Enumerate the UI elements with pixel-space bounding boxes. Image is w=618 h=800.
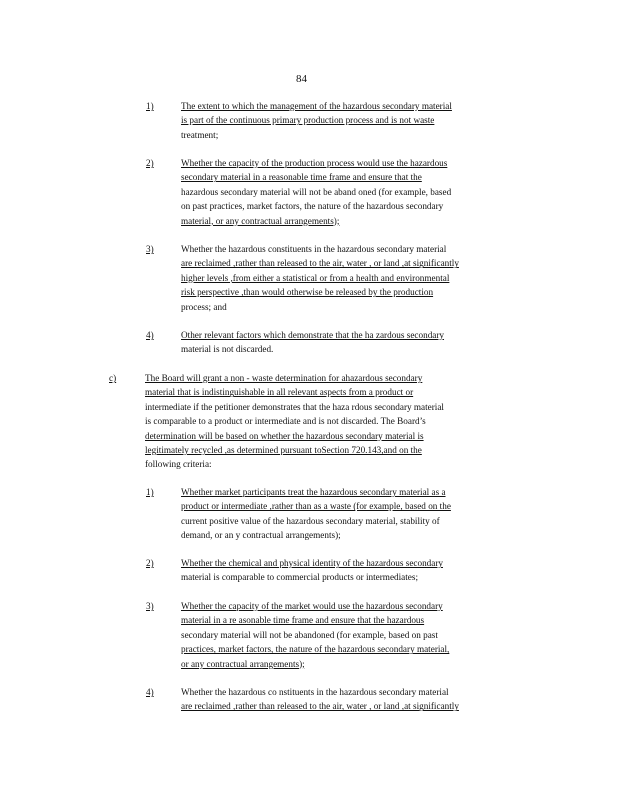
item-number: 3) [146, 244, 154, 254]
text-line: secondary material will not be abandoned (for example, based on past [181, 629, 438, 640]
text-line: Whether the capacity of the production process would use the hazardous [181, 158, 448, 168]
text-line: material, or any contractual arrangements); [181, 215, 340, 226]
text-line: The extent to which the management of the hazardous secondary material [181, 101, 452, 111]
text-line: higher levels ,from either a statistical or from a health and environmental [181, 272, 450, 283]
text-line: on past practices, market factors, the nature of the hazardous secondary [181, 201, 444, 212]
text-line: is comparable to a product or intermediate and is not discarded. The Board’s [145, 416, 426, 427]
text-line: Whether market participants treat the hazardous secondary material as a [181, 487, 446, 497]
text-line: Whether the chemical and physical identity of the hazardous secondary [181, 558, 443, 568]
text-line: legitimately recycled ,as determined pursuant toSection 720.143,and on the [145, 445, 422, 456]
text-line: Whether the capacity of the market would use the hazardous secondary [181, 601, 443, 611]
item-number: 4) [146, 687, 154, 697]
item-number: 2) [146, 158, 154, 168]
item-number: 1) [146, 101, 154, 111]
item-text [181, 685, 459, 714]
text-line: process; and [181, 301, 227, 312]
text-line: current positive value of the hazardous secondary material, stability of [181, 515, 440, 526]
text-line: treatment; [181, 129, 219, 140]
text-line: product or intermediate ,rather than as a waste (for example, based on the [181, 501, 451, 512]
item-text [181, 99, 452, 142]
text-line: are reclaimed ,rather than released to the air, water , or land ,at significantly [181, 701, 459, 712]
text-line: material in a re asonable time frame and ensure that the hazardous [181, 615, 425, 626]
text-line: The Board will grant a non - waste determination for ahazardous secondary [145, 373, 423, 383]
item-text [181, 242, 459, 314]
text-line: risk perspective ,than would otherwise be released by the production [181, 287, 434, 298]
item-number: 1) [146, 487, 154, 497]
text-line: Whether the hazardous constituents in the hazardous secondary material [181, 244, 447, 254]
text-line: material is not discarded. [181, 344, 274, 355]
item-text [181, 599, 449, 671]
text-line: Other relevant factors which demonstrate that the ha zardous secondary [181, 330, 445, 340]
section-text [145, 371, 444, 472]
text-line: intermediate if the petitioner demonstrates that the haza rdous secondary material [145, 401, 444, 412]
text-line: secondary material in a reasonable time frame and ensure that the [181, 172, 422, 183]
text-line: are reclaimed ,rather than released to the air, water , or land ,at significantly [181, 258, 459, 269]
text-line: following criteria: [145, 459, 212, 470]
text-line: determination will be based on whether the hazardous secondary material is [145, 430, 424, 441]
text-line: is part of the continuous primary production process and is not waste [181, 115, 435, 126]
text-line: demand, or an y contractual arrangements); [181, 530, 341, 541]
item-text [181, 485, 451, 543]
item-number: 2) [146, 558, 154, 568]
text-line: material that is indistinguishable in all relevant aspects from a product or [145, 387, 414, 398]
text-line: practices, market factors, the nature of the hazardous secondary material, [181, 644, 450, 655]
item-number: 4) [146, 330, 154, 340]
section-label: c) [109, 373, 117, 383]
text-line: or any contractual arrangements); [181, 658, 305, 669]
item-text [181, 156, 451, 228]
text-line: Whether the hazardous co nstituents in the hazardous secondary material [181, 687, 449, 697]
item-text [181, 556, 443, 585]
page-number: 84 [296, 73, 307, 85]
text-line: material is comparable to commercial products or intermediates; [181, 572, 418, 583]
item-text [181, 328, 444, 357]
text-line: hazardous secondary material will not be aband oned (for example, based [181, 186, 452, 197]
item-number: 3) [146, 601, 154, 611]
